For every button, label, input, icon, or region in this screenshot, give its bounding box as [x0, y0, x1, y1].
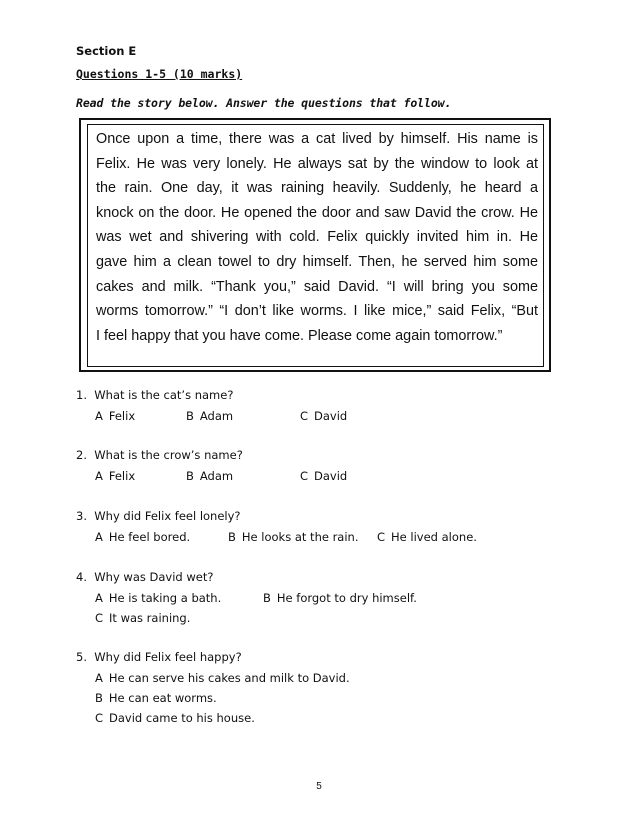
- questions-heading: Questions 1-5 (10 marks): [76, 67, 243, 81]
- question-number: 1.: [76, 388, 87, 402]
- question-text: Why was David wet?: [94, 570, 214, 584]
- question-number: 4.: [76, 570, 87, 584]
- story-line: gave him a clean towel to dry himself. Then, he served him some: [96, 253, 538, 270]
- story-line: was wet and shivering with cold. Felix quickly invited him in. He: [96, 229, 538, 246]
- question-number: 3.: [76, 509, 87, 523]
- option-3b[interactable]: B He looks at the rain.: [228, 530, 359, 544]
- story-line: knock on the door. He opened the door and saw David the crow. He: [96, 204, 538, 221]
- option-3c[interactable]: C He lived alone.: [377, 530, 477, 544]
- option-4c[interactable]: C It was raining.: [95, 611, 191, 625]
- option-1a[interactable]: A Felix: [95, 409, 136, 423]
- story-passage: [96, 127, 538, 348]
- option-5c[interactable]: C David came to his house.: [95, 711, 255, 725]
- question-5: [76, 647, 242, 668]
- instruction-text: Read the story below. Answer the questions that follow.: [76, 96, 452, 110]
- story-line: cakes and milk. “Thank you,” said David. “I will bring you some: [96, 278, 538, 295]
- option-2b[interactable]: B Adam: [186, 469, 234, 483]
- question-text: Why did Felix feel lonely?: [94, 509, 241, 523]
- story-line: Once upon a time, there was a cat lived by himself. His name is: [96, 131, 538, 147]
- option-2c[interactable]: C David: [300, 469, 348, 483]
- option-4b[interactable]: B He forgot to dry himself.: [263, 591, 417, 605]
- question-text: Why did Felix feel happy?: [94, 650, 242, 664]
- question-number: 2.: [76, 448, 87, 462]
- option-1b[interactable]: B Adam: [186, 409, 234, 423]
- page-number: 5: [316, 781, 322, 792]
- question-text: What is the cat’s name?: [94, 388, 234, 402]
- option-2a[interactable]: A Felix: [95, 469, 136, 483]
- option-5b[interactable]: B He can eat worms.: [95, 691, 217, 705]
- question-number: 5.: [76, 650, 87, 664]
- option-5a[interactable]: A He can serve his cakes and milk to David.: [95, 671, 350, 685]
- story-line: Felix. He was very lonely. He always sat by the window to look at: [96, 155, 538, 172]
- question-4: [76, 567, 213, 588]
- story-line: the rain. One day, it was raining heavily. Suddenly, he heard a: [96, 180, 538, 197]
- section-title: Section E: [76, 44, 137, 58]
- story-line: worms tomorrow.” “I don’t like worms. I like mice,” said Felix, “But: [96, 303, 538, 320]
- question-2: [76, 445, 243, 466]
- story-line: I feel happy that you have come. Please come again tomorrow.”: [96, 327, 503, 344]
- question-3: [76, 506, 241, 527]
- question-1: [76, 385, 233, 406]
- option-3a[interactable]: A He feel bored.: [95, 530, 191, 544]
- question-text: What is the crow’s name?: [94, 448, 243, 462]
- option-4a[interactable]: A He is taking a bath.: [95, 591, 222, 605]
- option-1c[interactable]: C David: [300, 409, 348, 423]
